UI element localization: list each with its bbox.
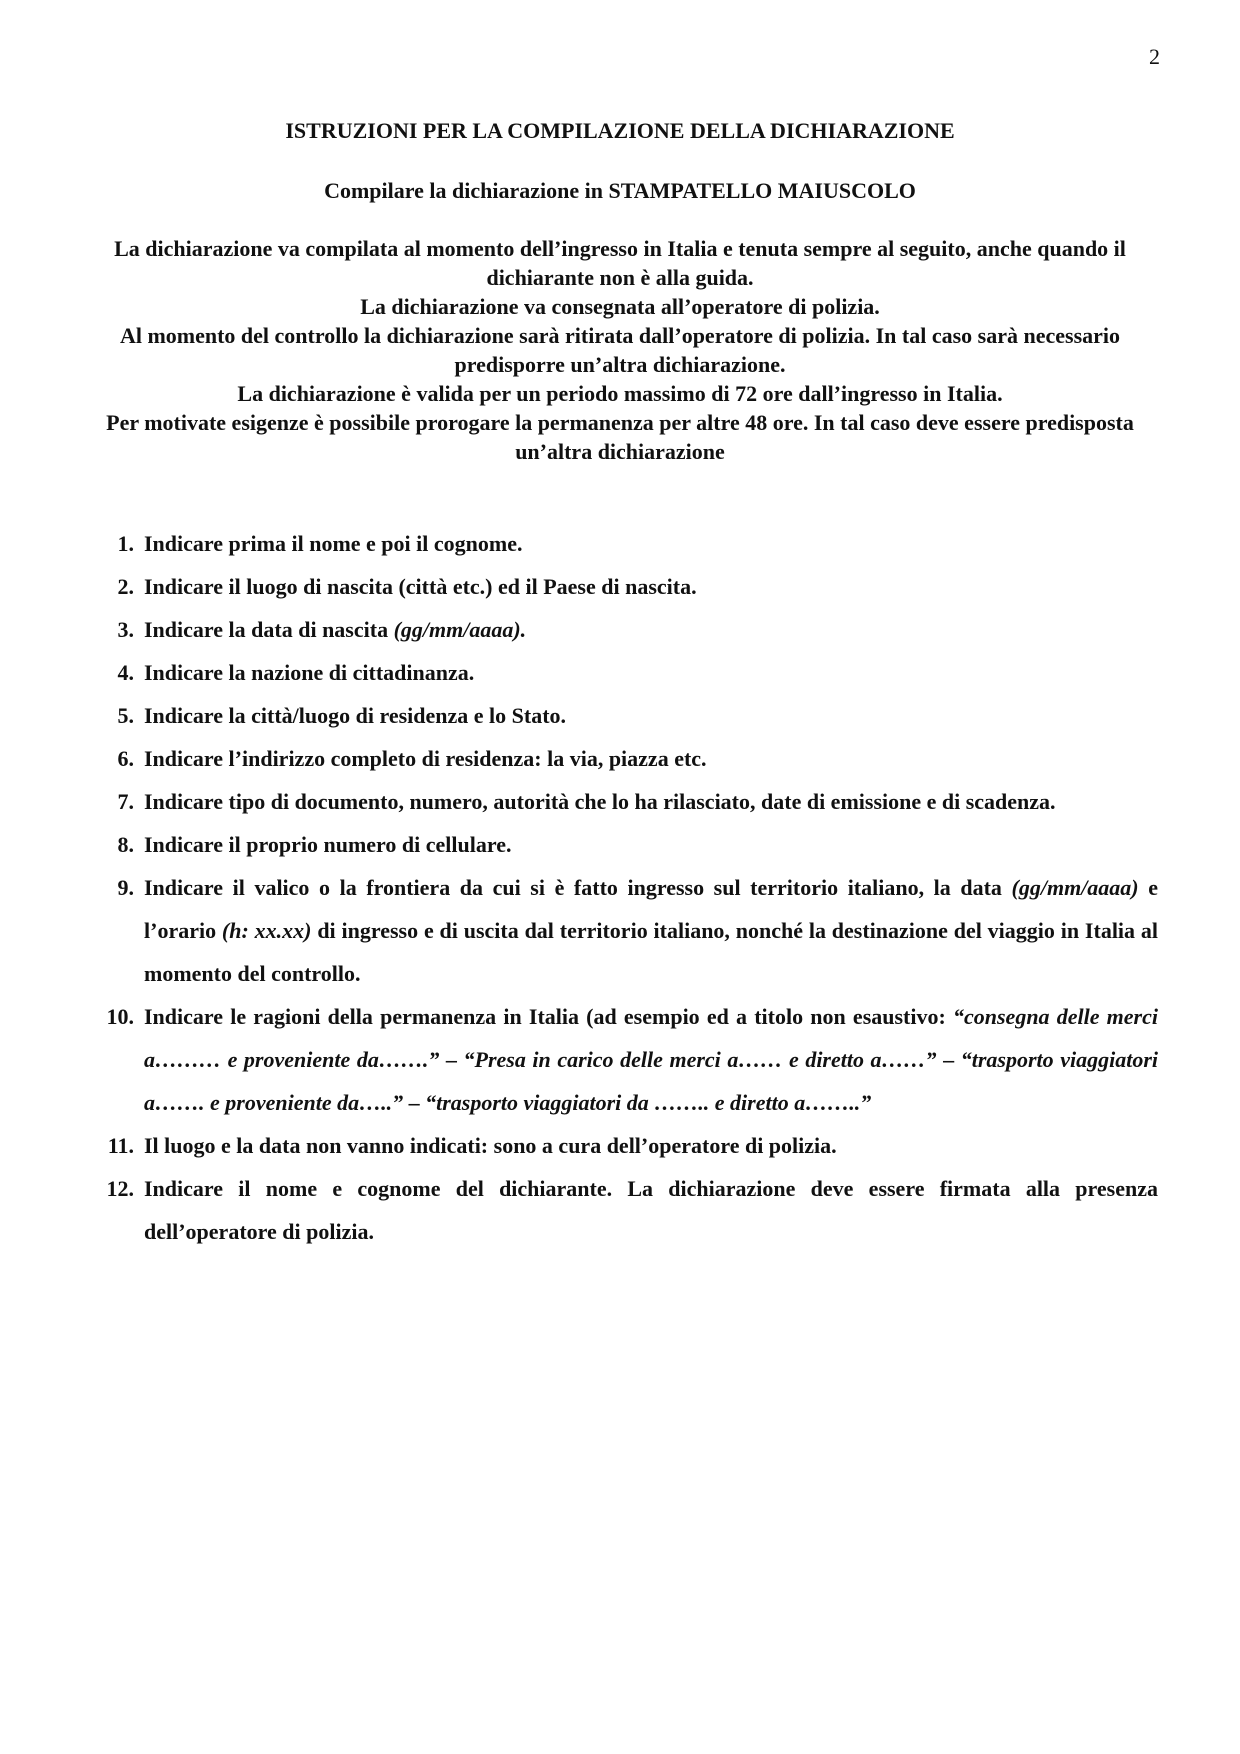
- list-item-number: 6.: [117, 746, 134, 771]
- list-item-text: [134, 565, 1158, 608]
- list-item-number: 12.: [106, 1176, 134, 1201]
- text-segment: Il luogo e la data non vanno indicati: sono a cura dell’operatore di polizia.: [144, 1133, 837, 1158]
- list-item-text: [134, 780, 1158, 823]
- list-item-number: 11.: [107, 1133, 134, 1158]
- list-item: [90, 651, 1158, 694]
- text-segment: Indicare le ragioni della permanenza in Italia (ad esempio ed a titolo non esaustivo:: [144, 1004, 953, 1029]
- list-item-number: 1.: [117, 531, 134, 556]
- list-item-number: 3.: [117, 617, 134, 642]
- intro-paragraph: Al momento del controllo la dichiarazione sarà ritirata dall’operatore di polizia. In tal caso sarà necessario predisporre un’altra dichiarazione.: [119, 323, 1121, 377]
- list-item: [90, 1167, 1158, 1253]
- intro-paragraph: La dichiarazione è valida per un periodo massimo di 72 ore dall’ingresso in Italia.: [237, 381, 1003, 406]
- text-segment: Indicare il proprio numero di cellulare.: [144, 832, 512, 857]
- text-segment: –: [403, 1090, 426, 1115]
- list-item-text: [134, 651, 1158, 694]
- list-item-text: [134, 694, 1158, 737]
- list-item-number: 10.: [106, 1004, 134, 1029]
- intro-paragraph: La dichiarazione va compilata al momento dell’ingresso in Italia e tenuta sempre al seguito, anche quando il dichiarante non è alla guida.: [114, 236, 1126, 290]
- list-item: [90, 522, 1158, 565]
- text-segment: –: [439, 1047, 464, 1072]
- italic-segment: (gg/mm/aaaa).: [393, 617, 527, 642]
- italic-segment: “trasporto viaggiatori da …….. e diretto a……..”: [425, 1090, 872, 1115]
- intro-block: [80, 234, 1160, 466]
- text-segment: Indicare tipo di documento, numero, autorità che lo ha rilasciato, date di emissione e di scadenza.: [144, 789, 1056, 814]
- intro-paragraph: La dichiarazione va consegnata all’operatore di polizia.: [360, 294, 880, 319]
- text-segment: Indicare il luogo di nascita (città etc.) ed il Paese di nascita.: [144, 574, 697, 599]
- list-item-number: 7.: [117, 789, 134, 814]
- intro-paragraph: Per motivate esigenze è possibile prorogare la permanenza per altre 48 ore. In tal caso deve essere predisposta un’altra dichiarazione: [106, 410, 1134, 464]
- text-segment: di ingresso e di uscita dal territorio italiano, nonché la destinazione del viaggio in Italia al momento del controllo.: [144, 918, 1158, 986]
- list-item-number: 2.: [117, 574, 134, 599]
- list-item: [90, 866, 1158, 995]
- list-item-number: 5.: [117, 703, 134, 728]
- text-segment: Indicare la città/luogo di residenza e lo Stato.: [144, 703, 567, 728]
- page-subtitle: Compilare la dichiarazione in STAMPATELLO MAIUSCOLO: [324, 178, 916, 203]
- text-segment: Indicare la nazione di cittadinanza.: [144, 660, 475, 685]
- list-item: [90, 1124, 1158, 1167]
- list-item-number: 4.: [117, 660, 134, 685]
- list-item: [90, 823, 1158, 866]
- italic-segment: “trasporto viaggiatori a……. e proveniente da…..”: [144, 1047, 1159, 1115]
- italic-segment: “Presa in carico delle merci a…… e diretto a……”: [463, 1047, 937, 1072]
- italic-segment: (gg/mm/aaaa): [1011, 875, 1139, 900]
- text-segment: –: [936, 1047, 961, 1072]
- text-segment: Indicare la data di nascita: [144, 617, 394, 642]
- list-item: [90, 737, 1158, 780]
- text-segment: e l’orario: [144, 875, 1158, 943]
- list-item-text: [134, 522, 1158, 565]
- list-item-text: [134, 823, 1158, 866]
- list-item-number: 8.: [117, 832, 134, 857]
- list-item: [90, 565, 1158, 608]
- text-segment: Indicare il valico o la frontiera da cui si è fatto ingresso sul territorio italiano, la data: [144, 875, 1012, 900]
- list-item-text: [134, 737, 1158, 780]
- text-segment: Indicare il nome e cognome del dichiarante. La dichiarazione deve essere firmata alla presenza dell’operatore di polizia.: [144, 1176, 1158, 1244]
- list-item: [90, 694, 1158, 737]
- list-item-number: 9.: [117, 875, 134, 900]
- list-item-text: [134, 995, 1158, 1124]
- text-segment: Indicare l’indirizzo completo di residenza: la via, piazza etc.: [144, 746, 707, 771]
- list-item-text: [134, 1167, 1158, 1253]
- list-item-text: [134, 1124, 1158, 1167]
- list-item-text: [134, 608, 1158, 651]
- text-segment: Indicare prima il nome e poi il cognome.: [144, 531, 523, 556]
- instructions-list: [90, 522, 1158, 1253]
- list-item-text: [134, 866, 1158, 995]
- list-item: [90, 608, 1158, 651]
- list-item: [90, 780, 1158, 823]
- page-number: 2: [1149, 44, 1160, 69]
- page-title: ISTRUZIONI PER LA COMPILAZIONE DELLA DICHIARAZIONE: [285, 118, 955, 143]
- italic-segment: “consegna delle merci a……… e proveniente da…….”: [144, 1004, 1158, 1072]
- italic-segment: (h: xx.xx): [221, 918, 312, 943]
- list-item: [90, 995, 1158, 1124]
